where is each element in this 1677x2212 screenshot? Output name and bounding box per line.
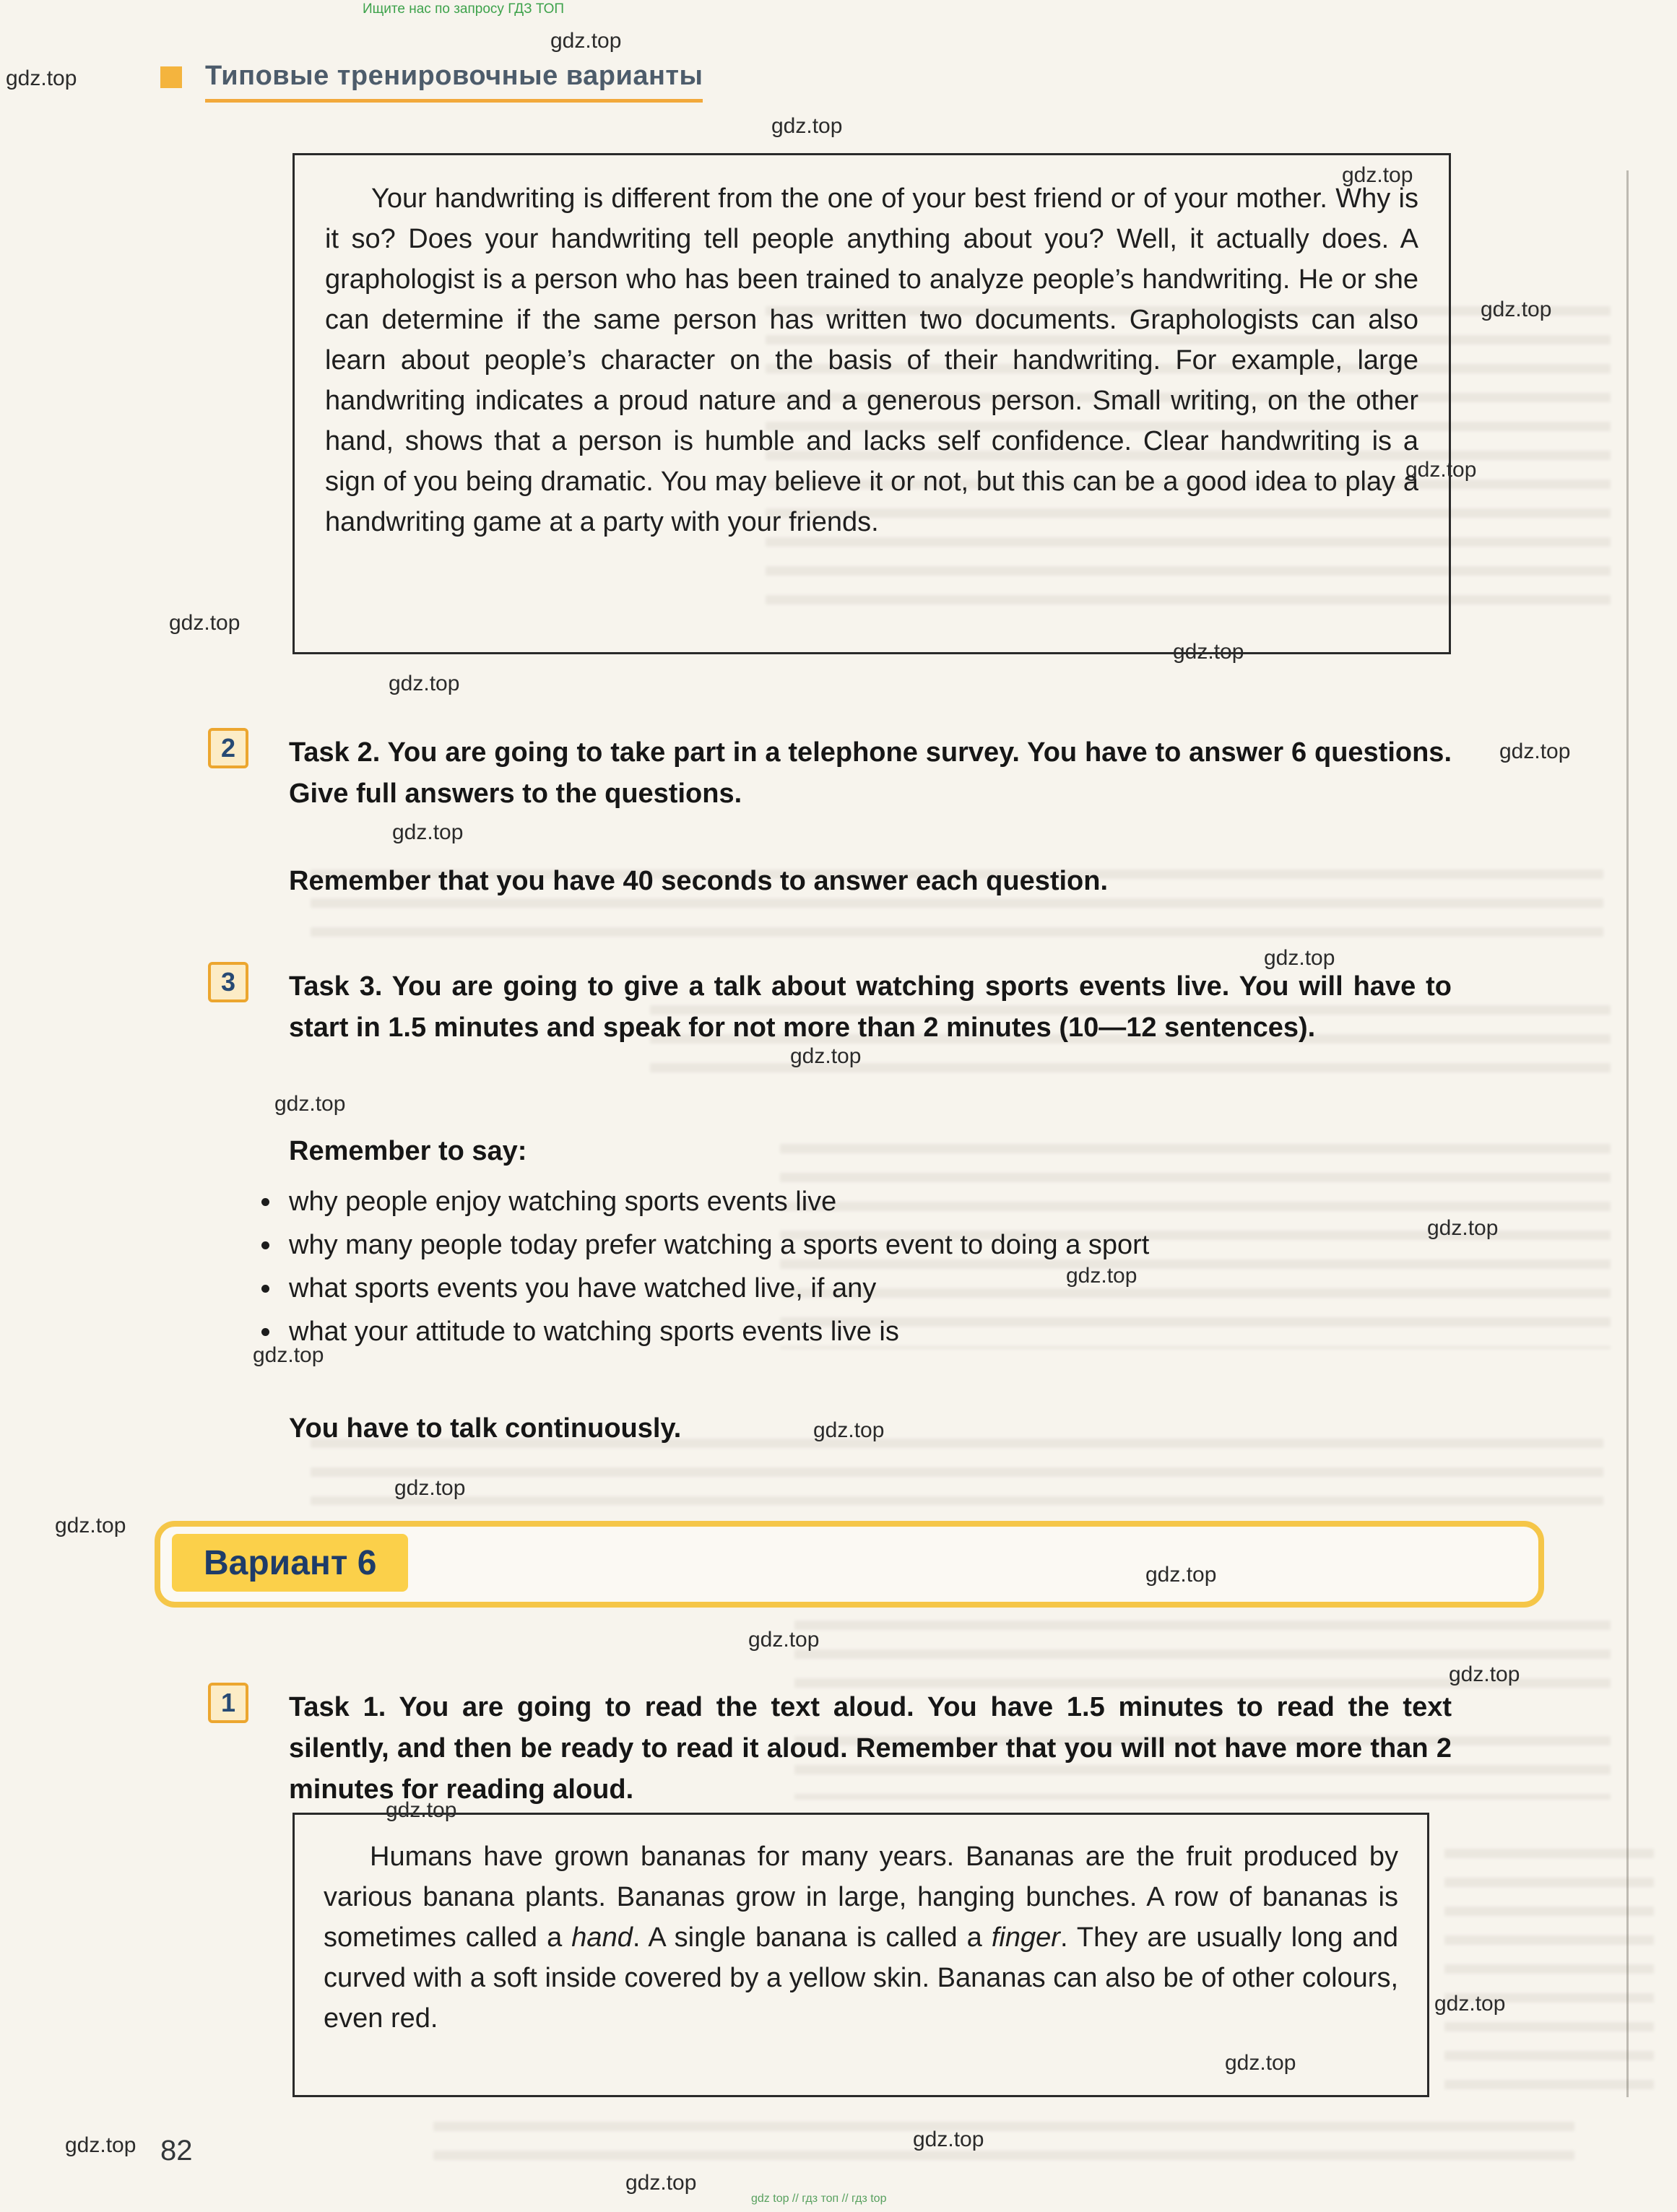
task3-footer-note: You have to talk continuously.: [289, 1413, 682, 1444]
talk-point: what sports events you have watched live, if any: [289, 1267, 1488, 1310]
task1-number-badge: [208, 1683, 248, 1723]
gdz-watermark: gdz.top: [771, 114, 843, 138]
task1-instructions: Task 1. You are going to read the text aloud. You have 1.5 minutes to read the text silently, and then be ready to read it aloud. Remember that you will not have more than 2 minutes for reading aloud.: [289, 1692, 1452, 1805]
section-title: Типовые тренировочные варианты: [205, 61, 703, 103]
task3-number-badge: [208, 962, 248, 1002]
task3-number: 3: [220, 967, 236, 997]
gdz-watermark: gdz.top: [1405, 458, 1477, 482]
gdz-watermark: gdz.top: [748, 1628, 820, 1652]
gdz-watermark: gdz.top: [1145, 1563, 1217, 1587]
gdz-watermark: gdz.top: [1427, 1216, 1499, 1240]
top-search-note: Ищите нас по запросу ГДЗ ТОП: [363, 1, 565, 17]
gdz-watermark: gdz.top: [1449, 1662, 1520, 1686]
gdz-watermark: gdz.top: [1173, 640, 1244, 664]
gdz-watermark: gdz.top: [1225, 2051, 1296, 2075]
passage-text: Humans have grown bananas for many years. Bananas are the fruit produced by various banana plants. Bananas grow in large, hanging bunches. A row of bananas is sometimes called a hand. A single banana is called a finger. They are usually long and curved with a soft inside covered by a yellow skin. Bananas can also be of other colours, even red.: [324, 1842, 1398, 2034]
gdz-watermark: gdz.top: [1499, 739, 1571, 763]
gdz-watermark: gdz.top: [394, 1476, 466, 1500]
gdz-watermark: gdz.top: [625, 2171, 697, 2195]
gdz-watermark: gdz.top: [389, 672, 460, 695]
gdz-watermark: gdz.top: [274, 1092, 346, 1116]
gdz-watermark: gdz.top: [1342, 163, 1413, 187]
gdz-watermark: gdz.top: [813, 1418, 885, 1442]
task3-remember-label: Remember to say:: [289, 1136, 527, 1166]
task2-instructions: Task 2. You are going to take part in a telephone survey. You have to answer 6 questions. Give full answers to the questions.: [289, 737, 1452, 809]
variant-banner: [155, 1521, 1544, 1608]
talk-point: what your attitude to watching sports events live is: [289, 1310, 1488, 1353]
variant-label: Вариант 6: [172, 1534, 408, 1592]
gdz-watermark: gdz.top: [1066, 1264, 1138, 1288]
page-edge-line: [1626, 170, 1629, 2097]
bottom-search-note: gdz top // гдз топ // гдз top: [751, 2193, 887, 2205]
gdz-watermark: gdz.top: [55, 1514, 126, 1537]
section-bullet-icon: [160, 66, 182, 88]
gdz-watermark: gdz.top: [550, 29, 622, 53]
gdz-watermark: gdz.top: [1481, 298, 1552, 321]
task2-number: 2: [220, 733, 236, 763]
task1-number: 1: [220, 1688, 236, 1717]
task3-instructions: Task 3. You are going to give a talk about watching sports events live. You will have to start in 1.5 minutes and speak for not more than 2 minutes (10—12 sentences).: [289, 971, 1452, 1043]
bleed-through-text: [433, 2122, 1574, 2168]
page-number: 82: [160, 2135, 193, 2167]
talk-point: why many people today prefer watching a sports event to doing a sport: [289, 1223, 1488, 1267]
reading-passage-handwriting: [292, 153, 1451, 654]
gdz-watermark: gdz.top: [392, 820, 464, 844]
gdz-watermark: gdz.top: [253, 1343, 324, 1367]
gdz-watermark: gdz.top: [169, 611, 240, 635]
task2-number-badge: [208, 728, 248, 768]
gdz-watermark: gdz.top: [386, 1798, 457, 1822]
gdz-watermark: gdz.top: [6, 66, 77, 90]
gdz-watermark: gdz.top: [1434, 1992, 1506, 2016]
gdz-watermark: gdz.top: [1264, 946, 1335, 970]
task3-talk-points: [289, 1180, 1488, 1353]
section-header: [160, 61, 703, 103]
passage-text: Your handwriting is different from the one of your best friend or of your mother. Why is it so? Does your handwriting tell people anything about you? Well, it actually does. A graphologist is a person who has been trained to analyze people’s handwriting. He or she can determine if the same person has written two documents. Graphologists can also learn about people’s character on the basis of their handwriting. For example, large handwriting indicates a proud nature and a generous person. Small writing, on the other hand, shows that a person is humble and lacks self confidence. Clear handwriting is a sign of you being dramatic. You may believe it or not, but this can be a good idea to play a handwriting game at a party with your friends.: [325, 183, 1418, 537]
gdz-watermark: gdz.top: [65, 2133, 136, 2157]
bleed-through-text: [1444, 1849, 1654, 2106]
task2-note: Remember that you have 40 seconds to answer each question.: [289, 866, 1109, 896]
gdz-watermark: gdz.top: [913, 2128, 984, 2151]
talk-point: why people enjoy watching sports events live: [289, 1180, 1488, 1223]
gdz-watermark: gdz.top: [790, 1044, 862, 1068]
